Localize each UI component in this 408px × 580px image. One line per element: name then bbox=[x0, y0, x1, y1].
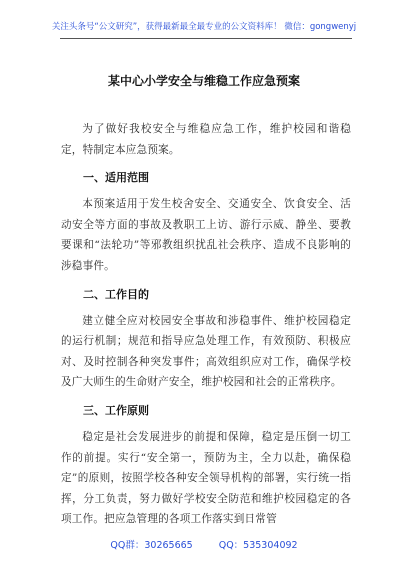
section-heading-principles: 三、工作原则 bbox=[83, 403, 149, 417]
document-title: 某中心小学安全与维稳工作应急预案 bbox=[107, 74, 300, 88]
footer-qq: QQ：535304092 bbox=[218, 540, 298, 551]
header-divider bbox=[60, 38, 352, 39]
section-paragraph-purpose: 建立健全应对校园安全事故和涉稳事件、维护校园稳定的运行机制；规范和指导应急处理工作，有效预防、积极应对、及时控制各种突发事件；高效组织应对工作，确保学校及广大师生的生命财产安全，维护校园和社会的正常秩序。 bbox=[61, 314, 351, 389]
section-heading-purpose: 二、工作目的 bbox=[83, 287, 149, 301]
footer-contact bbox=[0, 537, 408, 551]
footer-qq-group: QQ群：30265665 bbox=[110, 540, 193, 551]
intro-paragraph: 为了做好我校安全与维稳应急工作，维护校园和谐稳定，特制定本应急预案。 bbox=[61, 123, 351, 156]
section-heading-scope: 一、适用范围 bbox=[83, 171, 149, 185]
document-body bbox=[61, 119, 351, 538]
section-paragraph-scope: 本预案适用于发生校舍安全、交通安全、饮食安全、活动安全等方面的事故及教职工上访、游行示威、静坐、要教要课和“法轮功”等邪教组织扰乱社会秩序、造成不良影响的涉稳事件。 bbox=[61, 198, 351, 272]
header-banner: 关注头条号“公文研究”，获得最新最全最专业的公文资料库！ 微信：gongwenyj bbox=[51, 22, 357, 32]
section-paragraph-principles: 稳定是社会发展进步的前提和保障，稳定是压倒一切工作的前提。实行“安全第一，预防为主，全力以赴，确保稳定”的原则，按照学校各种安全领导机构的部署，实行统一指挥，分工负责，努力做好学校安全防范和维护校园稳定的各项工作。把应急管理的各项工作落实到日常管 bbox=[61, 430, 351, 526]
